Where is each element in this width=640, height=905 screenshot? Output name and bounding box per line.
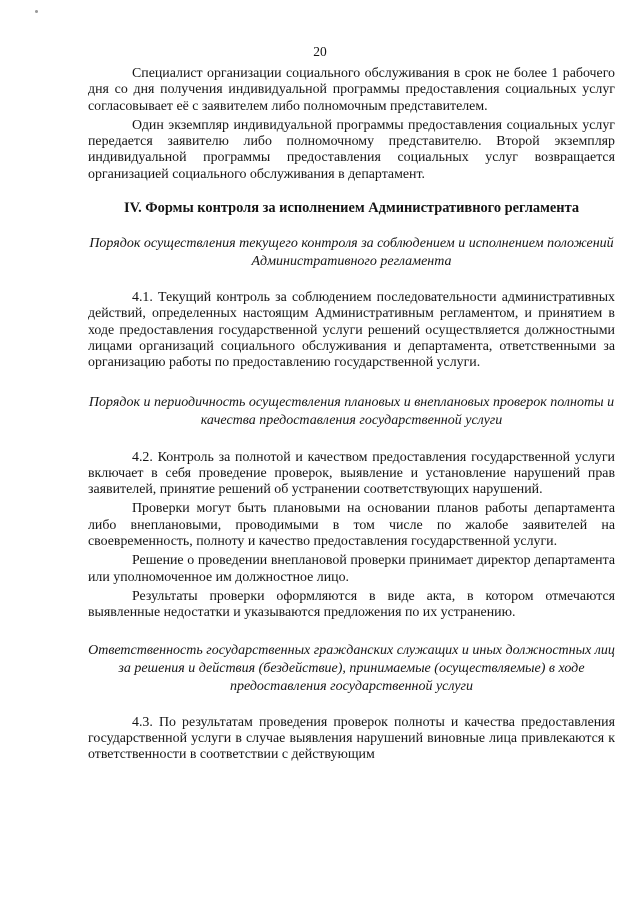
scan-speck (35, 10, 38, 13)
subsection-title: Порядок и периодичность осуществления плановых и внеплановых проверок полноты и качества предоставления государственной услуги (88, 394, 615, 428)
paragraph: 4.3. По результатам проведения проверок полноты и качества предоставления государственной услуги в случае выявления нарушений виновные лица привлекаются к ответственности в соответствии с действующим (88, 714, 615, 763)
section-heading: IV. Формы контроля за исполнением Административного регламента (123, 200, 580, 217)
paragraph: Один экземпляр индивидуальной программы предоставления социальных услуг передается заявителю либо полномочному представителю. Второй экземпляр индивидуальной программы предоставления социальных услуг возвращается организацией социального обслуживания в департамент. (88, 117, 615, 182)
paragraph: Проверки могут быть плановыми на основании планов работы департамента либо внеплановыми, проводимыми в том числе по жалобе заявителей на своевременность, полноту и качество предоставления государственной услуги. (88, 501, 615, 550)
paragraph: 4.2. Контроль за полнотой и качеством предоставления государственной услуги включает в себя проведение проверок, выявление и установление нарушений прав заявителей, принятие решений об устранении соответствующих нарушений. (88, 449, 615, 498)
subsection-title: Ответственность государственных гражданских служащих и иных должностных лиц за решения и действия (бездействие), принимаемые (осуществляемые) в ходе предоставления государственной услуги (88, 642, 615, 694)
paragraph: Решение о проведении внеплановой проверки принимает директор департамента или уполномоченное им должностное лицо. (88, 553, 615, 585)
paragraph: Специалист организации социального обслуживания в срок не более 1 рабочего дня со дня получения индивидуальной программы предоставления социальных услуг согласовывает её с заявителем либо полномочным представителем. (88, 66, 615, 114)
subsection-title: Порядок осуществления текущего контроля за соблюдением и исполнением положений Административного регламента (89, 236, 614, 270)
page-number: 20 (313, 44, 327, 59)
document-body (88, 66, 615, 763)
paragraph: 4.1. Текущий контроль за соблюдением последовательности административных действий, определенных настоящим Административным регламентом, и принятием в ходе предоставления государственной услуги решений осуществляется должностными лицами организаций социального обслуживания и департамента, ответственными за организацию работы по предоставлению государственной услуги. (88, 290, 615, 371)
paragraph: Результаты проверки оформляются в виде акта, в котором отмечаются выявленные недостатки и указываются предложения по их устранению. (88, 588, 615, 621)
